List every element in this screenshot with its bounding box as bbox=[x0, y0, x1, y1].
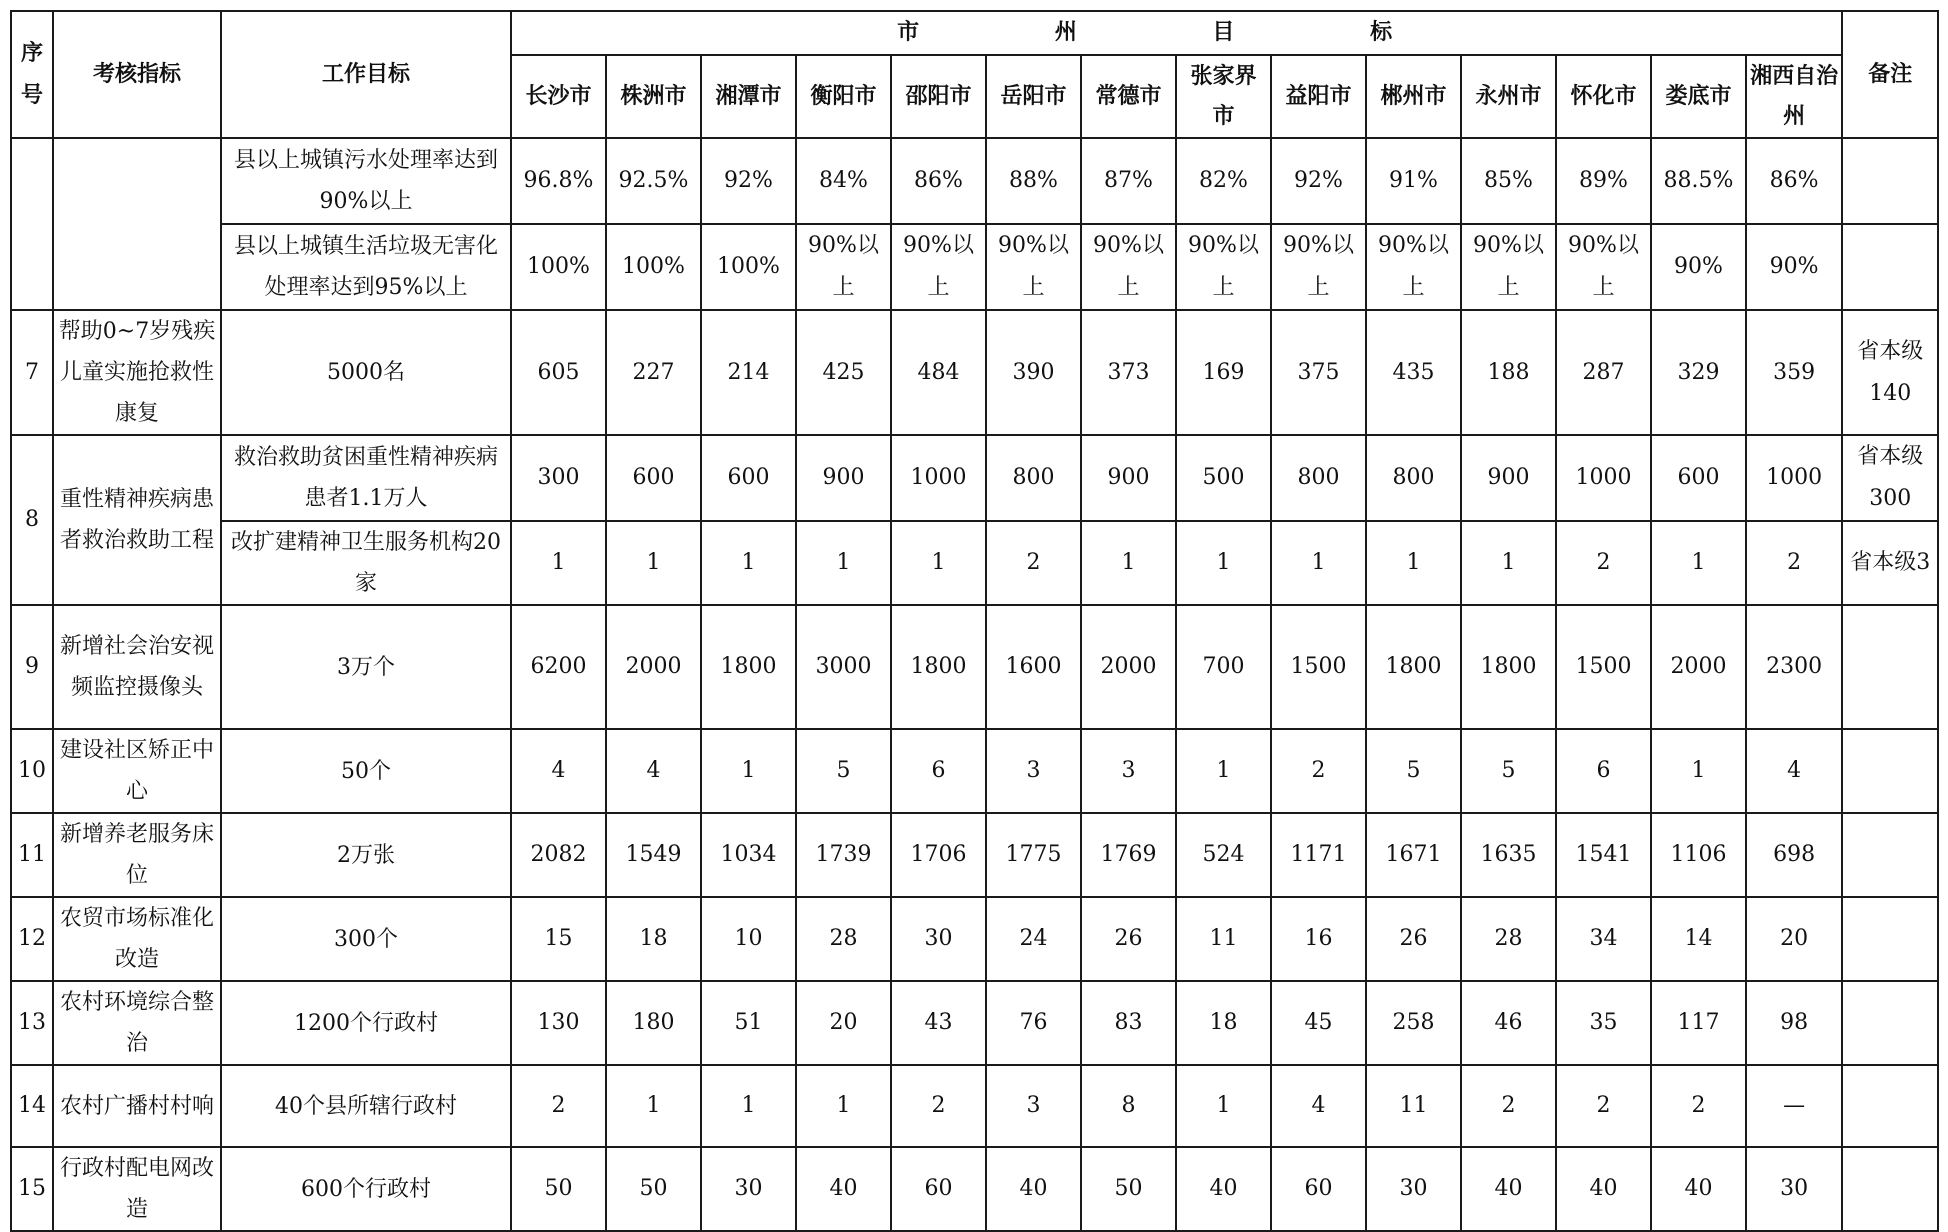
value-cell: 100% bbox=[511, 224, 606, 310]
city-header-5: 岳阳市 bbox=[986, 55, 1081, 138]
value-cell: 100% bbox=[701, 224, 796, 310]
value-cell: 1800 bbox=[701, 605, 796, 729]
value-cell: 5 bbox=[1461, 729, 1556, 813]
table-row bbox=[11, 981, 1938, 1065]
value-cell: 524 bbox=[1176, 813, 1271, 897]
indicator-cell: 建设社区矫正中心 bbox=[53, 729, 221, 813]
value-cell: 90%以上 bbox=[1081, 224, 1176, 310]
value-cell: 76 bbox=[986, 981, 1081, 1065]
city-header-3: 衡阳市 bbox=[796, 55, 891, 138]
value-cell: 1 bbox=[701, 1065, 796, 1147]
value-cell: 86% bbox=[1746, 138, 1842, 224]
seq-cell: 7 bbox=[11, 310, 53, 435]
goal-cell: 救治救助贫困重性精神疾病患者1.1万人 bbox=[221, 435, 511, 521]
value-cell: 600 bbox=[1651, 435, 1746, 521]
value-cell: 1 bbox=[701, 521, 796, 605]
value-cell: 30 bbox=[701, 1147, 796, 1231]
value-cell: 83 bbox=[1081, 981, 1176, 1065]
value-cell: 90%以上 bbox=[986, 224, 1081, 310]
value-cell: 300 bbox=[511, 435, 606, 521]
note-cell bbox=[1842, 605, 1938, 729]
city-header-0: 长沙市 bbox=[511, 55, 606, 138]
value-cell: 1 bbox=[606, 521, 701, 605]
value-cell: 43 bbox=[891, 981, 986, 1065]
value-cell: 90%以上 bbox=[1556, 224, 1651, 310]
city-header-10: 永州市 bbox=[1461, 55, 1556, 138]
seq-cell: 15 bbox=[11, 1147, 53, 1231]
value-cell: 1 bbox=[796, 521, 891, 605]
table-row bbox=[11, 521, 1938, 605]
value-cell: 14 bbox=[1651, 897, 1746, 981]
table-row bbox=[11, 224, 1938, 310]
value-cell: 20 bbox=[796, 981, 891, 1065]
goal-cell: 50个 bbox=[221, 729, 511, 813]
value-cell: 90% bbox=[1651, 224, 1746, 310]
value-cell: 26 bbox=[1081, 897, 1176, 981]
seq-cell bbox=[11, 138, 53, 310]
value-cell: 2 bbox=[1651, 1065, 1746, 1147]
value-cell: 5 bbox=[796, 729, 891, 813]
goal-cell: 40个县所辖行政村 bbox=[221, 1065, 511, 1147]
value-cell: 2 bbox=[1556, 1065, 1651, 1147]
value-cell: 50 bbox=[511, 1147, 606, 1231]
value-cell: 92% bbox=[701, 138, 796, 224]
value-cell: 1500 bbox=[1271, 605, 1366, 729]
value-cell: 4 bbox=[1271, 1065, 1366, 1147]
value-cell: 329 bbox=[1651, 310, 1746, 435]
value-cell: 130 bbox=[511, 981, 606, 1065]
value-cell: 10 bbox=[701, 897, 796, 981]
value-cell: 92% bbox=[1271, 138, 1366, 224]
value-cell: 6 bbox=[1556, 729, 1651, 813]
value-cell: 1775 bbox=[986, 813, 1081, 897]
value-cell: 100% bbox=[606, 224, 701, 310]
value-cell: 86% bbox=[891, 138, 986, 224]
seq-cell: 13 bbox=[11, 981, 53, 1065]
header-indicator: 考核指标 bbox=[53, 11, 221, 138]
value-cell: 24 bbox=[986, 897, 1081, 981]
value-cell: 1549 bbox=[606, 813, 701, 897]
value-cell: 1739 bbox=[796, 813, 891, 897]
value-cell: 1800 bbox=[891, 605, 986, 729]
value-cell: 1 bbox=[1461, 521, 1556, 605]
value-cell: 90%以上 bbox=[1176, 224, 1271, 310]
value-cell: 18 bbox=[606, 897, 701, 981]
value-cell: 2000 bbox=[1081, 605, 1176, 729]
city-header-12: 娄底市 bbox=[1651, 55, 1746, 138]
value-cell: 88% bbox=[986, 138, 1081, 224]
value-cell: 3 bbox=[986, 729, 1081, 813]
value-cell: 287 bbox=[1556, 310, 1651, 435]
value-cell: 4 bbox=[606, 729, 701, 813]
table-row bbox=[11, 1065, 1938, 1147]
value-cell: 2 bbox=[1556, 521, 1651, 605]
city-header-6: 常德市 bbox=[1081, 55, 1176, 138]
value-cell: 90%以上 bbox=[1271, 224, 1366, 310]
value-cell: 1 bbox=[891, 521, 986, 605]
goal-cell: 3万个 bbox=[221, 605, 511, 729]
value-cell: 2300 bbox=[1746, 605, 1842, 729]
seq-cell: 14 bbox=[11, 1065, 53, 1147]
value-cell: 2 bbox=[511, 1065, 606, 1147]
value-cell: 6 bbox=[891, 729, 986, 813]
value-cell: 1 bbox=[701, 729, 796, 813]
value-cell: 30 bbox=[1366, 1147, 1461, 1231]
city-header-2: 湘潭市 bbox=[701, 55, 796, 138]
table-row bbox=[11, 138, 1938, 224]
table-row bbox=[11, 813, 1938, 897]
value-cell: 90%以上 bbox=[891, 224, 986, 310]
value-cell: 51 bbox=[701, 981, 796, 1065]
value-cell: 30 bbox=[1746, 1147, 1842, 1231]
value-cell: 2 bbox=[1461, 1065, 1556, 1147]
seq-cell: 9 bbox=[11, 605, 53, 729]
value-cell: 34 bbox=[1556, 897, 1651, 981]
value-cell: 2 bbox=[1271, 729, 1366, 813]
seq-cell: 12 bbox=[11, 897, 53, 981]
value-cell: 2000 bbox=[1651, 605, 1746, 729]
value-cell: 1171 bbox=[1271, 813, 1366, 897]
header-note: 备注 bbox=[1842, 11, 1938, 138]
value-cell: 1 bbox=[1176, 1065, 1271, 1147]
note-cell bbox=[1842, 224, 1938, 310]
value-cell: 3 bbox=[986, 1065, 1081, 1147]
table-row bbox=[11, 897, 1938, 981]
table-row bbox=[11, 1147, 1938, 1231]
table-row bbox=[11, 729, 1938, 813]
value-cell: 425 bbox=[796, 310, 891, 435]
value-cell: 90% bbox=[1746, 224, 1842, 310]
note-cell bbox=[1842, 729, 1938, 813]
value-cell: 1769 bbox=[1081, 813, 1176, 897]
indicator-cell bbox=[53, 138, 221, 310]
value-cell: 1000 bbox=[1746, 435, 1842, 521]
value-cell: 800 bbox=[1271, 435, 1366, 521]
value-cell: 169 bbox=[1176, 310, 1271, 435]
goal-cell: 300个 bbox=[221, 897, 511, 981]
note-cell: 省本级3 bbox=[1842, 521, 1938, 605]
seq-cell: 10 bbox=[11, 729, 53, 813]
value-cell: 700 bbox=[1176, 605, 1271, 729]
document-page bbox=[10, 10, 1936, 1232]
value-cell: 1500 bbox=[1556, 605, 1651, 729]
goal-cell: 1200个行政村 bbox=[221, 981, 511, 1065]
value-cell: 600 bbox=[606, 435, 701, 521]
value-cell: 28 bbox=[796, 897, 891, 981]
value-cell: 40 bbox=[1556, 1147, 1651, 1231]
value-cell: 1706 bbox=[891, 813, 986, 897]
value-cell: 40 bbox=[1176, 1147, 1271, 1231]
value-cell: 96.8% bbox=[511, 138, 606, 224]
value-cell: 40 bbox=[796, 1147, 891, 1231]
value-cell: 390 bbox=[986, 310, 1081, 435]
value-cell: 89% bbox=[1556, 138, 1651, 224]
note-cell bbox=[1842, 813, 1938, 897]
value-cell: 20 bbox=[1746, 897, 1842, 981]
value-cell: 1 bbox=[1176, 521, 1271, 605]
value-cell: 1 bbox=[511, 521, 606, 605]
table-row bbox=[11, 435, 1938, 521]
city-header-7: 张家界市 bbox=[1176, 55, 1271, 138]
value-cell: 35 bbox=[1556, 981, 1651, 1065]
value-cell: 45 bbox=[1271, 981, 1366, 1065]
city-header-13: 湘西自治州 bbox=[1746, 55, 1842, 138]
indicator-cell: 行政村配电网改造 bbox=[53, 1147, 221, 1231]
value-cell: 18 bbox=[1176, 981, 1271, 1065]
city-header-11: 怀化市 bbox=[1556, 55, 1651, 138]
value-cell: 900 bbox=[1081, 435, 1176, 521]
value-cell: 3 bbox=[1081, 729, 1176, 813]
value-cell: 2082 bbox=[511, 813, 606, 897]
value-cell: 15 bbox=[511, 897, 606, 981]
table-body bbox=[11, 138, 1938, 1231]
header-seq: 序号 bbox=[11, 11, 53, 138]
value-cell: 40 bbox=[1651, 1147, 1746, 1231]
goal-cell: 县以上城镇生活垃圾无害化处理率达到95%以上 bbox=[221, 224, 511, 310]
indicator-cell: 农村环境综合整治 bbox=[53, 981, 221, 1065]
value-cell: 46 bbox=[1461, 981, 1556, 1065]
value-cell: 82% bbox=[1176, 138, 1271, 224]
value-cell: 90%以上 bbox=[1366, 224, 1461, 310]
value-cell: 98 bbox=[1746, 981, 1842, 1065]
value-cell: 40 bbox=[1461, 1147, 1556, 1231]
value-cell: — bbox=[1746, 1065, 1842, 1147]
value-cell: 50 bbox=[606, 1147, 701, 1231]
value-cell: 60 bbox=[891, 1147, 986, 1231]
value-cell: 258 bbox=[1366, 981, 1461, 1065]
value-cell: 90%以上 bbox=[1461, 224, 1556, 310]
value-cell: 1000 bbox=[1556, 435, 1651, 521]
value-cell: 6200 bbox=[511, 605, 606, 729]
value-cell: 435 bbox=[1366, 310, 1461, 435]
value-cell: 11 bbox=[1176, 897, 1271, 981]
value-cell: 1 bbox=[1271, 521, 1366, 605]
value-cell: 2 bbox=[986, 521, 1081, 605]
value-cell: 359 bbox=[1746, 310, 1842, 435]
city-header-9: 郴州市 bbox=[1366, 55, 1461, 138]
value-cell: 2000 bbox=[606, 605, 701, 729]
value-cell: 1106 bbox=[1651, 813, 1746, 897]
value-cell: 84% bbox=[796, 138, 891, 224]
indicator-cell: 农村广播村村响 bbox=[53, 1065, 221, 1147]
city-header-4: 邵阳市 bbox=[891, 55, 986, 138]
city-header-1: 株洲市 bbox=[606, 55, 701, 138]
value-cell: 87% bbox=[1081, 138, 1176, 224]
value-cell: 92.5% bbox=[606, 138, 701, 224]
city-targets-table bbox=[10, 10, 1939, 1232]
value-cell: 1000 bbox=[891, 435, 986, 521]
value-cell: 1 bbox=[1366, 521, 1461, 605]
note-cell bbox=[1842, 1065, 1938, 1147]
value-cell: 375 bbox=[1271, 310, 1366, 435]
value-cell: 900 bbox=[1461, 435, 1556, 521]
value-cell: 26 bbox=[1366, 897, 1461, 981]
value-cell: 1 bbox=[1651, 521, 1746, 605]
value-cell: 214 bbox=[701, 310, 796, 435]
value-cell: 8 bbox=[1081, 1065, 1176, 1147]
city-header-8: 益阳市 bbox=[1271, 55, 1366, 138]
note-cell bbox=[1842, 1147, 1938, 1231]
value-cell: 1541 bbox=[1556, 813, 1651, 897]
value-cell: 1034 bbox=[701, 813, 796, 897]
goal-cell: 改扩建精神卫生服务机构20家 bbox=[221, 521, 511, 605]
value-cell: 60 bbox=[1271, 1147, 1366, 1231]
value-cell: 2 bbox=[891, 1065, 986, 1147]
value-cell: 11 bbox=[1366, 1065, 1461, 1147]
value-cell: 85% bbox=[1461, 138, 1556, 224]
value-cell: 1 bbox=[1176, 729, 1271, 813]
goal-cell: 600个行政村 bbox=[221, 1147, 511, 1231]
note-cell bbox=[1842, 897, 1938, 981]
note-cell bbox=[1842, 981, 1938, 1065]
value-cell: 90%以上 bbox=[796, 224, 891, 310]
value-cell: 1635 bbox=[1461, 813, 1556, 897]
value-cell: 117 bbox=[1651, 981, 1746, 1065]
value-cell: 88.5% bbox=[1651, 138, 1746, 224]
value-cell: 50 bbox=[1081, 1147, 1176, 1231]
table-header bbox=[11, 11, 1938, 138]
value-cell: 605 bbox=[511, 310, 606, 435]
value-cell: 373 bbox=[1081, 310, 1176, 435]
indicator-cell: 新增养老服务床位 bbox=[53, 813, 221, 897]
value-cell: 3000 bbox=[796, 605, 891, 729]
value-cell: 40 bbox=[986, 1147, 1081, 1231]
value-cell: 227 bbox=[606, 310, 701, 435]
value-cell: 4 bbox=[1746, 729, 1842, 813]
header-goal: 工作目标 bbox=[221, 11, 511, 138]
table-row bbox=[11, 310, 1938, 435]
goal-cell: 5000名 bbox=[221, 310, 511, 435]
indicator-cell: 农贸市场标准化改造 bbox=[53, 897, 221, 981]
value-cell: 1800 bbox=[1461, 605, 1556, 729]
value-cell: 1600 bbox=[986, 605, 1081, 729]
goal-cell: 2万张 bbox=[221, 813, 511, 897]
note-cell: 省本级300 bbox=[1842, 435, 1938, 521]
value-cell: 600 bbox=[701, 435, 796, 521]
value-cell: 2 bbox=[1746, 521, 1842, 605]
value-cell: 1671 bbox=[1366, 813, 1461, 897]
value-cell: 188 bbox=[1461, 310, 1556, 435]
value-cell: 4 bbox=[511, 729, 606, 813]
indicator-cell: 新增社会治安视频监控摄像头 bbox=[53, 605, 221, 729]
header-city-group: 市 州 目 标 bbox=[511, 11, 1842, 55]
note-cell: 省本级140 bbox=[1842, 310, 1938, 435]
value-cell: 30 bbox=[891, 897, 986, 981]
value-cell: 28 bbox=[1461, 897, 1556, 981]
goal-cell: 县以上城镇污水处理率达到90%以上 bbox=[221, 138, 511, 224]
value-cell: 1 bbox=[796, 1065, 891, 1147]
seq-cell: 11 bbox=[11, 813, 53, 897]
value-cell: 91% bbox=[1366, 138, 1461, 224]
value-cell: 900 bbox=[796, 435, 891, 521]
value-cell: 1 bbox=[1081, 521, 1176, 605]
value-cell: 180 bbox=[606, 981, 701, 1065]
value-cell: 484 bbox=[891, 310, 986, 435]
note-cell bbox=[1842, 138, 1938, 224]
indicator-cell: 帮助0~7岁残疾儿童实施抢救性康复 bbox=[53, 310, 221, 435]
value-cell: 698 bbox=[1746, 813, 1842, 897]
table-row bbox=[11, 605, 1938, 729]
seq-cell: 8 bbox=[11, 435, 53, 605]
value-cell: 800 bbox=[986, 435, 1081, 521]
value-cell: 500 bbox=[1176, 435, 1271, 521]
value-cell: 1800 bbox=[1366, 605, 1461, 729]
value-cell: 5 bbox=[1366, 729, 1461, 813]
value-cell: 800 bbox=[1366, 435, 1461, 521]
indicator-cell: 重性精神疾病患者救治救助工程 bbox=[53, 435, 221, 605]
value-cell: 16 bbox=[1271, 897, 1366, 981]
value-cell: 1 bbox=[606, 1065, 701, 1147]
value-cell: 1 bbox=[1651, 729, 1746, 813]
